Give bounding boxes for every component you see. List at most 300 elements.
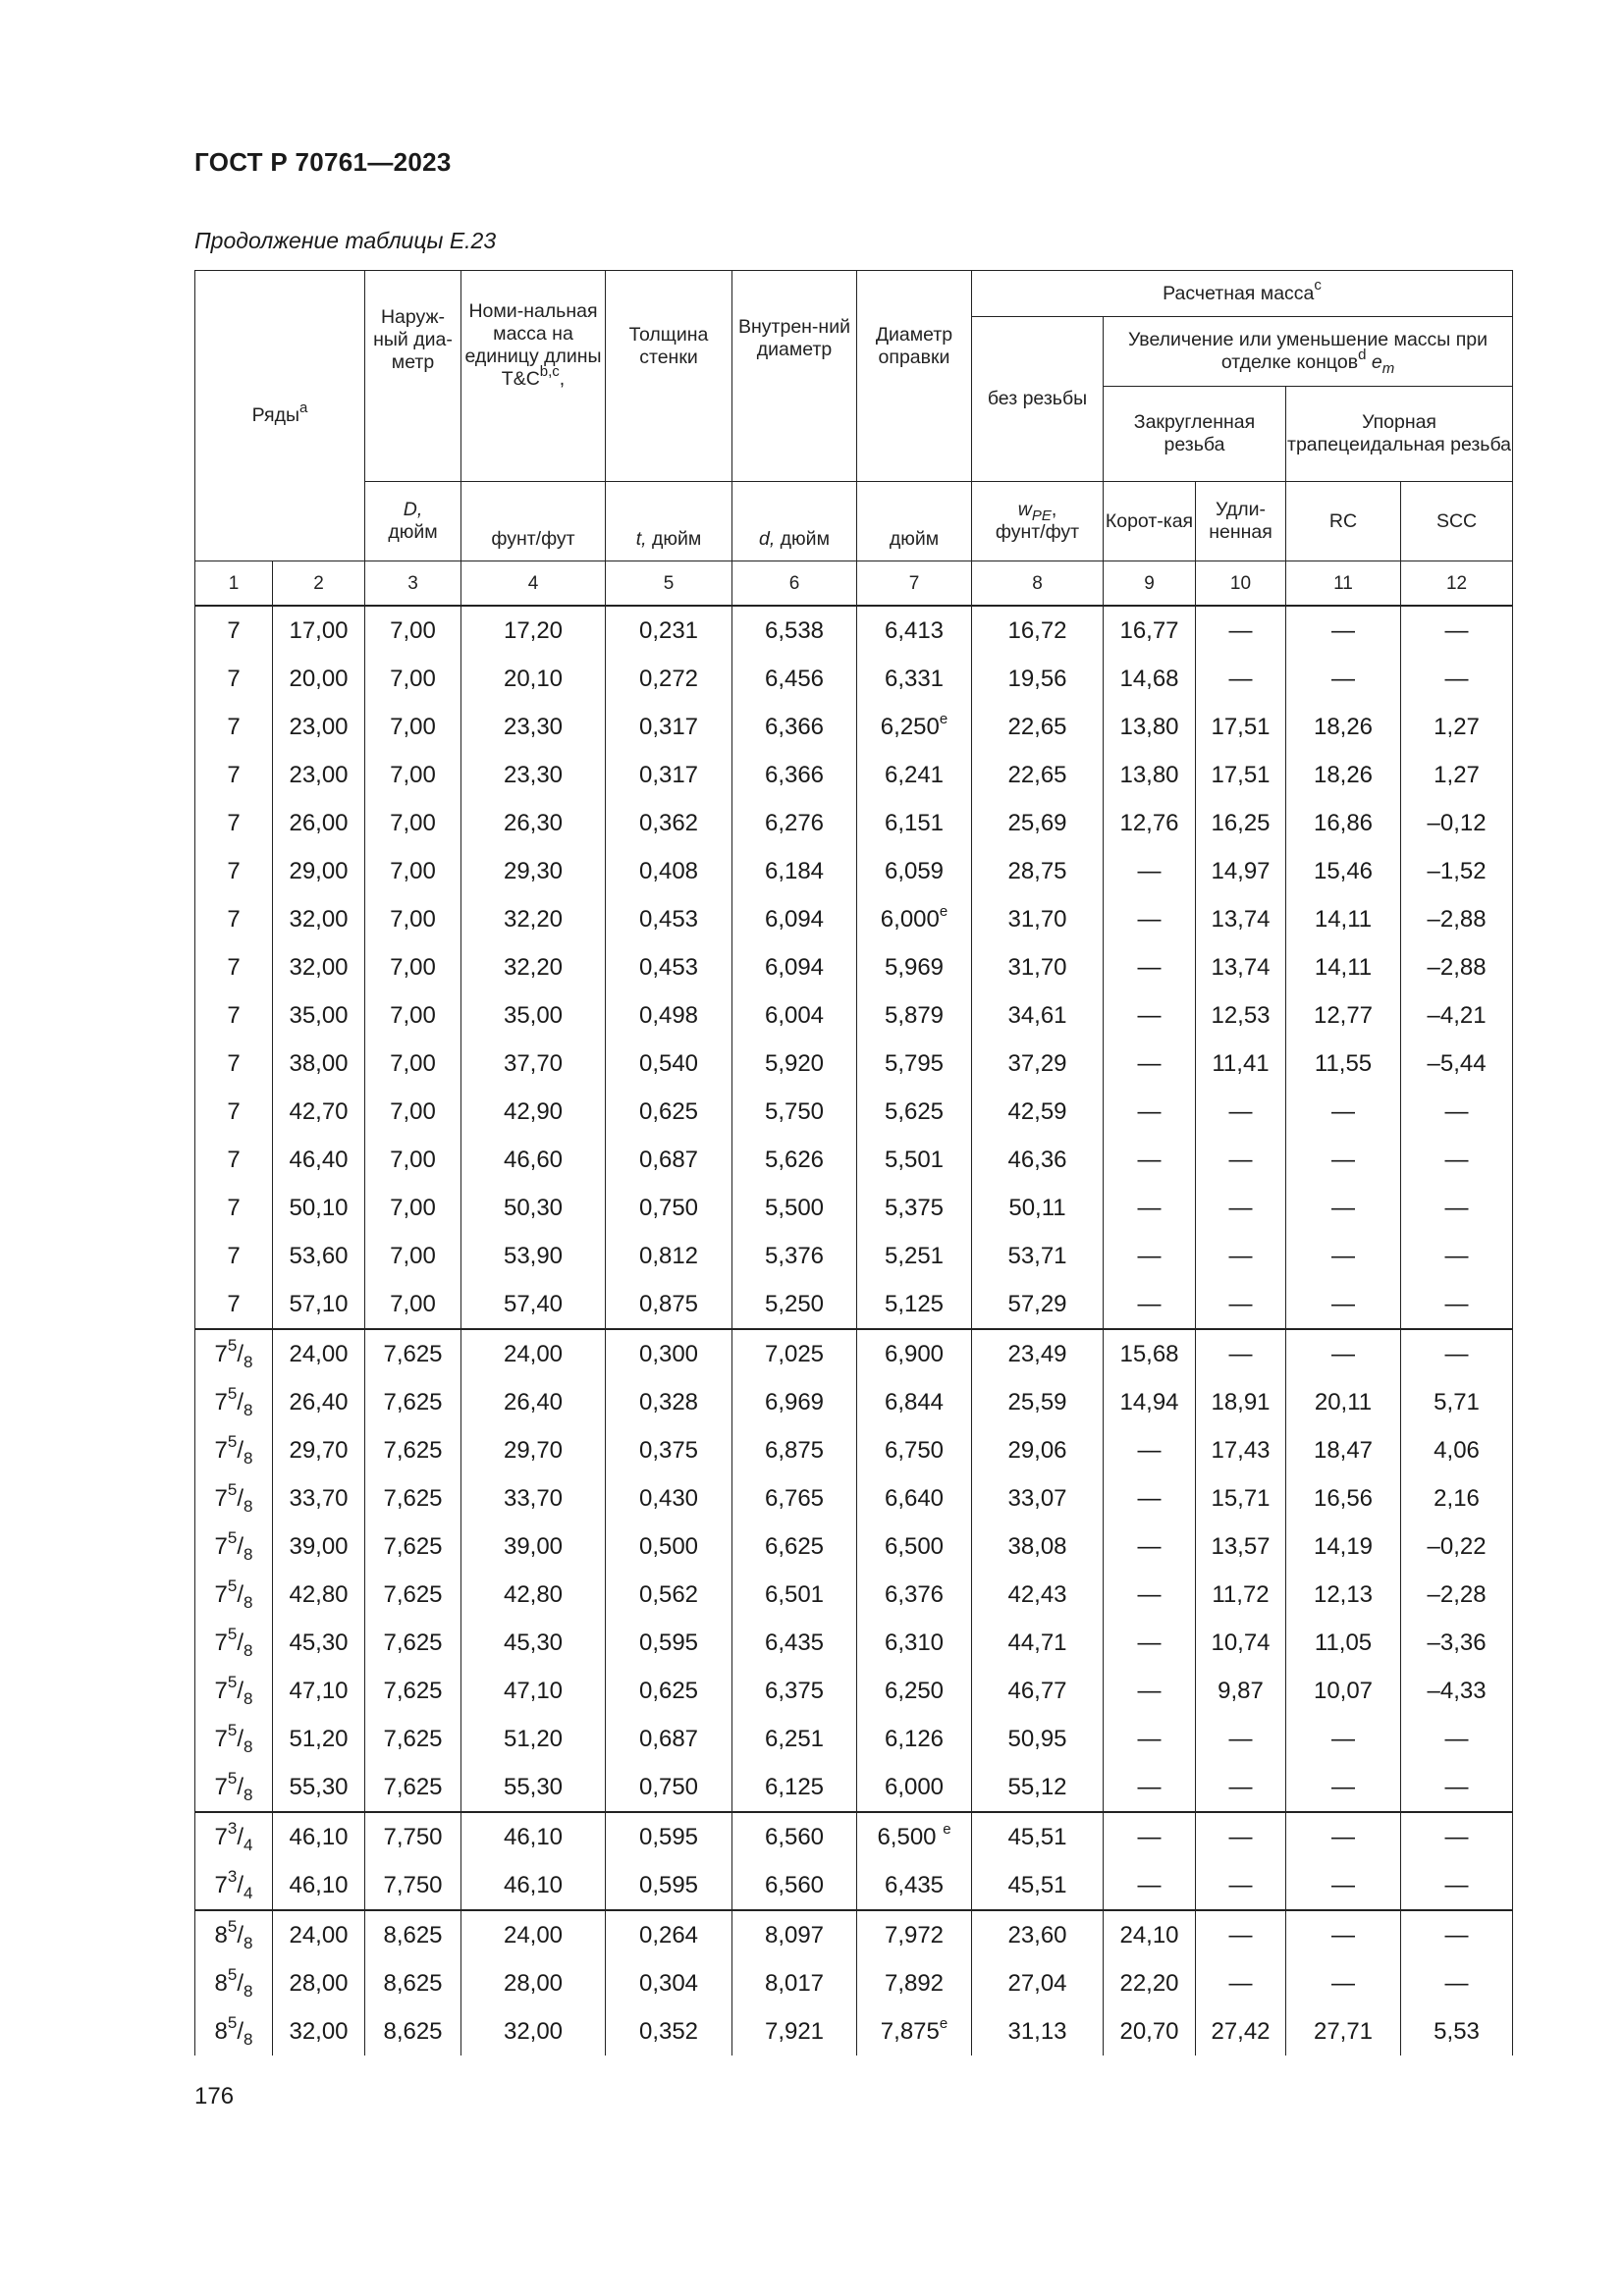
cell-series (195, 991, 273, 1040)
cell-c9: 14,94 (1104, 1378, 1196, 1426)
cell-series: $8^5/_8$ (195, 2007, 273, 2056)
cell-c9: — (1104, 1667, 1196, 1715)
cell-c10: 14,97 (1196, 847, 1286, 895)
series-value: 7 (227, 1147, 241, 1173)
cell-c10: 17,51 (1196, 751, 1286, 799)
series-value: 7 (227, 954, 241, 981)
header-mandrel: Диаметр оправки (857, 271, 972, 482)
series-value: 7 (227, 1002, 241, 1029)
series-value: 7 (227, 666, 241, 692)
cell-c9: — (1104, 1232, 1196, 1280)
cell-c3: 7,00 (365, 1088, 461, 1136)
cell-c9: — (1104, 847, 1196, 895)
cell-c3: 7,00 (365, 655, 461, 703)
header-calc-mass: Расчетная масса$^c$ (972, 271, 1513, 317)
cell-c10: — (1196, 1861, 1286, 1910)
cell-c5: 0,595 (606, 1861, 732, 1910)
cell-c7: 6,250e (857, 703, 972, 751)
cell-c10: — (1196, 1232, 1286, 1280)
column-number: 9 (1104, 561, 1196, 607)
cell-c12: — (1401, 1088, 1513, 1136)
cell-c6: 6,094 (732, 895, 857, 943)
cell-c2: 32,00 (273, 943, 365, 991)
series-value: 7 (227, 810, 241, 836)
cell-c9: 16,77 (1104, 606, 1196, 655)
cell-c2: 46,10 (273, 1861, 365, 1910)
cell-c3: 7,750 (365, 1861, 461, 1910)
cell-c12: 5,71 (1401, 1378, 1513, 1426)
table-row (195, 1378, 1513, 1426)
cell-c7: 6,640 (857, 1474, 972, 1522)
cell-c5: 0,500 (606, 1522, 732, 1571)
cell-c10: 13,74 (1196, 943, 1286, 991)
cell-c3: 7,00 (365, 991, 461, 1040)
cell-c5: 0,300 (606, 1329, 732, 1378)
cell-c5: 0,408 (606, 847, 732, 895)
table-row (195, 606, 1513, 655)
cell-c2: 24,00 (273, 1329, 365, 1378)
cell-c11: — (1286, 1959, 1401, 2007)
cell-c8: 27,04 (972, 1959, 1104, 2007)
cell-series (195, 847, 273, 895)
cell-c12: 5,53 (1401, 2007, 1513, 2056)
unit-inner: d, дюйм (732, 482, 857, 561)
cell-series: $7^5/_8$ (195, 1426, 273, 1474)
cell-c11: — (1286, 1136, 1401, 1184)
cell-c10: — (1196, 1280, 1286, 1329)
cell-c12: — (1401, 1280, 1513, 1329)
cell-c10: — (1196, 1715, 1286, 1763)
table-caption: Продолжение таблицы Е.23 (194, 228, 497, 253)
cell-c11: 18,26 (1286, 703, 1401, 751)
cell-c3: 7,625 (365, 1667, 461, 1715)
cell-c10: 11,41 (1196, 1040, 1286, 1088)
cell-c9: — (1104, 1619, 1196, 1667)
cell-c12: –2,88 (1401, 943, 1513, 991)
cell-c3: 7,625 (365, 1474, 461, 1522)
cell-c10: 17,43 (1196, 1426, 1286, 1474)
header-change: Увеличение или уменьшение массы при отделке концов$^d$ $e_m$ (1104, 317, 1513, 387)
cell-c11: 27,71 (1286, 2007, 1401, 2056)
cell-c2: 51,20 (273, 1715, 365, 1763)
cell-c6: 6,501 (732, 1571, 857, 1619)
cell-c9: — (1104, 1861, 1196, 1910)
cell-c10: — (1196, 1329, 1286, 1378)
cell-c2: 53,60 (273, 1232, 365, 1280)
cell-c11: 10,07 (1286, 1667, 1401, 1715)
cell-c9: 24,10 (1104, 1910, 1196, 1959)
table-row (195, 895, 1513, 943)
cell-c2: 26,00 (273, 799, 365, 847)
cell-c12: –5,44 (1401, 1040, 1513, 1088)
cell-c6: 6,969 (732, 1378, 857, 1426)
cell-c12: — (1401, 1184, 1513, 1232)
cell-c6: 5,750 (732, 1088, 857, 1136)
cell-c6: 6,251 (732, 1715, 857, 1763)
cell-c12: –4,21 (1401, 991, 1513, 1040)
cell-c6: 6,435 (732, 1619, 857, 1667)
table-row (195, 703, 1513, 751)
cell-c3: 7,750 (365, 1812, 461, 1861)
header-buttress-thread: Упорная трапецеидальная резьба (1286, 387, 1513, 482)
cell-c8: 22,65 (972, 751, 1104, 799)
cell-c12: — (1401, 1763, 1513, 1812)
header-round-thread: Закругленная резьба (1104, 387, 1286, 482)
series-value: 7 (214, 1629, 228, 1656)
cell-c11: 12,77 (1286, 991, 1401, 1040)
cell-c7: 6,844 (857, 1378, 972, 1426)
cell-c7: 6,500 (857, 1522, 972, 1571)
cell-series: $7^3/_4$ (195, 1861, 273, 1910)
series-value: 7 (227, 906, 241, 933)
cell-c6: 6,456 (732, 655, 857, 703)
cell-c8: 53,71 (972, 1232, 1104, 1280)
cell-c5: 0,812 (606, 1232, 732, 1280)
cell-c11: 20,11 (1286, 1378, 1401, 1426)
cell-c10: — (1196, 1184, 1286, 1232)
cell-c10: 16,25 (1196, 799, 1286, 847)
table-row (195, 1474, 1513, 1522)
cell-c6: 6,004 (732, 991, 857, 1040)
cell-c5: 0,540 (606, 1040, 732, 1088)
table-row (195, 1959, 1513, 2007)
cell-c6: 6,875 (732, 1426, 857, 1474)
cell-c5: 0,272 (606, 655, 732, 703)
cell-c6: 6,538 (732, 606, 857, 655)
cell-c5: 0,264 (606, 1910, 732, 1959)
table-row (195, 943, 1513, 991)
column-number: 5 (606, 561, 732, 607)
header-rc: RC (1286, 482, 1401, 561)
cell-c5: 0,750 (606, 1763, 732, 1812)
cell-c6: 6,184 (732, 847, 857, 895)
cell-c8: 45,51 (972, 1812, 1104, 1861)
cell-c4: 17,20 (461, 606, 606, 655)
table-row (195, 1667, 1513, 1715)
table-row (195, 751, 1513, 799)
cell-c12: –2,28 (1401, 1571, 1513, 1619)
cell-c3: 8,625 (365, 1910, 461, 1959)
cell-c8: 33,07 (972, 1474, 1104, 1522)
cell-series: $7^5/_8$ (195, 1715, 273, 1763)
cell-c4: 20,10 (461, 655, 606, 703)
cell-c7: 5,501 (857, 1136, 972, 1184)
cell-c2: 45,30 (273, 1619, 365, 1667)
cell-series (195, 799, 273, 847)
cell-series (195, 1040, 273, 1088)
cell-c12: — (1401, 1812, 1513, 1861)
cell-c4: 23,30 (461, 703, 606, 751)
cell-c3: 7,00 (365, 1280, 461, 1329)
cell-c6: 5,376 (732, 1232, 857, 1280)
cell-c12: — (1401, 606, 1513, 655)
cell-c9: — (1104, 1522, 1196, 1571)
series-value: 7 (214, 1341, 228, 1367)
cell-c5: 0,562 (606, 1571, 732, 1619)
series-value: 7 (214, 1872, 228, 1898)
cell-c8: 38,08 (972, 1522, 1104, 1571)
cell-c5: 0,595 (606, 1619, 732, 1667)
cell-c6: 6,560 (732, 1861, 857, 1910)
cell-c11: 15,46 (1286, 847, 1401, 895)
cell-c6: 8,097 (732, 1910, 857, 1959)
cell-c2: 47,10 (273, 1667, 365, 1715)
cell-c8: 22,65 (972, 703, 1104, 751)
cell-c3: 7,625 (365, 1763, 461, 1812)
cell-c2: 26,40 (273, 1378, 365, 1426)
cell-c8: 19,56 (972, 655, 1104, 703)
cell-c7: 7,892 (857, 1959, 972, 2007)
cell-c11: 14,11 (1286, 943, 1401, 991)
series-value: 7 (227, 762, 241, 788)
table-row (195, 1280, 1513, 1329)
cell-c5: 0,362 (606, 799, 732, 847)
cell-c4: 33,70 (461, 1474, 606, 1522)
unit-wall: t, дюйм (606, 482, 732, 561)
table-row (195, 1522, 1513, 1571)
table-row (195, 1571, 1513, 1619)
cell-c5: 0,375 (606, 1426, 732, 1474)
cell-c3: 7,625 (365, 1378, 461, 1426)
cell-c9: — (1104, 1426, 1196, 1474)
column-number: 8 (972, 561, 1104, 607)
cell-c3: 7,00 (365, 703, 461, 751)
cell-c12: 1,27 (1401, 751, 1513, 799)
series-value: 8 (214, 2018, 228, 2045)
cell-c2: 23,00 (273, 703, 365, 751)
column-number: 10 (1196, 561, 1286, 607)
cell-c4: 28,00 (461, 1959, 606, 2007)
series-value: 7 (227, 1243, 241, 1269)
cell-c5: 0,317 (606, 703, 732, 751)
cell-c4: 35,00 (461, 991, 606, 1040)
cell-c4: 55,30 (461, 1763, 606, 1812)
series-value: 8 (214, 1970, 228, 1997)
cell-c12: — (1401, 1959, 1513, 2007)
cell-c7: 5,375 (857, 1184, 972, 1232)
cell-c5: 0,328 (606, 1378, 732, 1426)
cell-c3: 7,625 (365, 1329, 461, 1378)
series-value: 7 (227, 1291, 241, 1317)
table-row (195, 1040, 1513, 1088)
cell-c10: — (1196, 655, 1286, 703)
cell-c11: 14,19 (1286, 1522, 1401, 1571)
cell-c2: 32,00 (273, 2007, 365, 2056)
cell-series: $8^5/_8$ (195, 1959, 273, 2007)
cell-c2: 17,00 (273, 606, 365, 655)
cell-c11: — (1286, 1910, 1401, 1959)
cell-c2: 55,30 (273, 1763, 365, 1812)
cell-c6: 6,625 (732, 1522, 857, 1571)
cell-c11: — (1286, 1812, 1401, 1861)
header-no-thread: без резьбы (972, 317, 1104, 482)
cell-c11: — (1286, 1280, 1401, 1329)
table-row (195, 1619, 1513, 1667)
cell-c2: 46,10 (273, 1812, 365, 1861)
cell-c12: — (1401, 1861, 1513, 1910)
cell-c11: 16,56 (1286, 1474, 1401, 1522)
cell-c12: 4,06 (1401, 1426, 1513, 1474)
cell-c12: –2,88 (1401, 895, 1513, 943)
cell-c9: — (1104, 1763, 1196, 1812)
cell-c11: 14,11 (1286, 895, 1401, 943)
header-long: Удли-ненная (1196, 482, 1286, 561)
cell-c4: 46,10 (461, 1812, 606, 1861)
cell-c6: 6,125 (732, 1763, 857, 1812)
table-row (195, 655, 1513, 703)
cell-series: $7^5/_8$ (195, 1329, 273, 1378)
cell-c6: 6,276 (732, 799, 857, 847)
cell-c5: 0,304 (606, 1959, 732, 2007)
cell-c2: 33,70 (273, 1474, 365, 1522)
cell-c10: — (1196, 1763, 1286, 1812)
cell-c5: 0,750 (606, 1184, 732, 1232)
cell-c7: 6,500 $^e$ (857, 1812, 972, 1861)
cell-c7: 6,059 (857, 847, 972, 895)
series-value: 7 (214, 1485, 228, 1512)
table-body (195, 606, 1513, 2056)
cell-c9: — (1104, 1136, 1196, 1184)
document-code: ГОСТ Р 70761—2023 (194, 147, 452, 177)
series-value: 7 (214, 1774, 228, 1800)
cell-c5: 0,687 (606, 1136, 732, 1184)
cell-c9: 14,68 (1104, 655, 1196, 703)
cell-c7: 7,972 (857, 1910, 972, 1959)
cell-c10: — (1196, 606, 1286, 655)
cell-c7: 6,435 (857, 1861, 972, 1910)
cell-c4: 42,90 (461, 1088, 606, 1136)
table-row (195, 1715, 1513, 1763)
cell-c7: 7,875e (857, 2007, 972, 2056)
cell-series: $7^5/_8$ (195, 1571, 273, 1619)
cell-c6: 6,094 (732, 943, 857, 991)
cell-c8: 45,51 (972, 1861, 1104, 1910)
cell-c2: 42,80 (273, 1571, 365, 1619)
cell-c5: 0,430 (606, 1474, 732, 1522)
series-value: 7 (227, 714, 241, 740)
cell-c9: — (1104, 1715, 1196, 1763)
cell-c8: 42,43 (972, 1571, 1104, 1619)
series-value: 7 (227, 1098, 241, 1125)
cell-c2: 50,10 (273, 1184, 365, 1232)
cell-c9: — (1104, 1474, 1196, 1522)
cell-c7: 5,125 (857, 1280, 972, 1329)
cell-c3: 7,00 (365, 1040, 461, 1088)
cell-c4: 37,70 (461, 1040, 606, 1088)
cell-c2: 42,70 (273, 1088, 365, 1136)
cell-c4: 42,80 (461, 1571, 606, 1619)
cell-c3: 7,00 (365, 751, 461, 799)
cell-series: $7^5/_8$ (195, 1474, 273, 1522)
cell-c4: 24,00 (461, 1329, 606, 1378)
header-nominal-mass: Номи-нальная масса на единицу длины $T\&C^{b,c}$, (461, 271, 606, 482)
cell-c7: 6,310 (857, 1619, 972, 1667)
header-wall: Толщина стенки (606, 271, 732, 482)
header-inner-diameter: Внутрен-ний диаметр (732, 271, 857, 482)
series-value: 7 (214, 1726, 228, 1752)
cell-c10: — (1196, 1812, 1286, 1861)
cell-c7: 6,331 (857, 655, 972, 703)
cell-c2: 23,00 (273, 751, 365, 799)
series-value: 7 (214, 1581, 228, 1608)
cell-c9: 12,76 (1104, 799, 1196, 847)
cell-c2: 57,10 (273, 1280, 365, 1329)
cell-c7: 5,969 (857, 943, 972, 991)
cell-c10: 11,72 (1196, 1571, 1286, 1619)
cell-c6: 5,250 (732, 1280, 857, 1329)
cell-c8: 55,12 (972, 1763, 1104, 1812)
cell-c11: 18,47 (1286, 1426, 1401, 1474)
cell-c11: — (1286, 1184, 1401, 1232)
cell-c11: — (1286, 1088, 1401, 1136)
cell-c10: — (1196, 1136, 1286, 1184)
cell-c7: 5,879 (857, 991, 972, 1040)
cell-c10: 12,53 (1196, 991, 1286, 1040)
cell-c6: 6,366 (732, 703, 857, 751)
cell-series (195, 1136, 273, 1184)
column-number: 4 (461, 561, 606, 607)
cell-c4: 23,30 (461, 751, 606, 799)
cell-c11: — (1286, 1329, 1401, 1378)
cell-c9: — (1104, 1184, 1196, 1232)
cell-c7: 6,000e (857, 895, 972, 943)
cell-series (195, 1232, 273, 1280)
cell-c11: 11,55 (1286, 1040, 1401, 1088)
cell-series: $8^5/_8$ (195, 1910, 273, 1959)
cell-c8: 44,71 (972, 1619, 1104, 1667)
series-value: 7 (214, 1824, 228, 1850)
cell-c10: — (1196, 1088, 1286, 1136)
cell-c8: 46,77 (972, 1667, 1104, 1715)
cell-c2: 29,70 (273, 1426, 365, 1474)
cell-c4: 26,40 (461, 1378, 606, 1426)
cell-c5: 0,453 (606, 895, 732, 943)
series-value: 7 (214, 1678, 228, 1704)
column-number: 6 (732, 561, 857, 607)
cell-c9: — (1104, 1812, 1196, 1861)
cell-c10: 18,91 (1196, 1378, 1286, 1426)
cell-c11: — (1286, 606, 1401, 655)
cell-c9: — (1104, 895, 1196, 943)
cell-c8: 23,49 (972, 1329, 1104, 1378)
cell-series (195, 751, 273, 799)
cell-c10: 27,42 (1196, 2007, 1286, 2056)
cell-c4: 29,30 (461, 847, 606, 895)
cell-c8: 34,61 (972, 991, 1104, 1040)
column-number: 1 (195, 561, 273, 607)
cell-series (195, 943, 273, 991)
column-number: 12 (1401, 561, 1513, 607)
cell-c12: –3,36 (1401, 1619, 1513, 1667)
cell-c4: 39,00 (461, 1522, 606, 1571)
cell-c4: 32,20 (461, 895, 606, 943)
cell-c10: 13,74 (1196, 895, 1286, 943)
table-row (195, 1232, 1513, 1280)
cell-c3: 7,00 (365, 1232, 461, 1280)
table-row (195, 1910, 1513, 1959)
cell-c4: 50,30 (461, 1184, 606, 1232)
table-row (195, 847, 1513, 895)
header-short: Корот-кая (1104, 482, 1196, 561)
cell-c6: 7,025 (732, 1329, 857, 1378)
series-value: 8 (214, 1922, 228, 1949)
cell-c6: 6,375 (732, 1667, 857, 1715)
column-numbers-row (195, 561, 1513, 607)
cell-c5: 0,625 (606, 1667, 732, 1715)
header-outer-diameter: Наруж-ный диа-метр (365, 271, 461, 482)
cell-c4: 32,20 (461, 943, 606, 991)
cell-c7: 6,000 (857, 1763, 972, 1812)
